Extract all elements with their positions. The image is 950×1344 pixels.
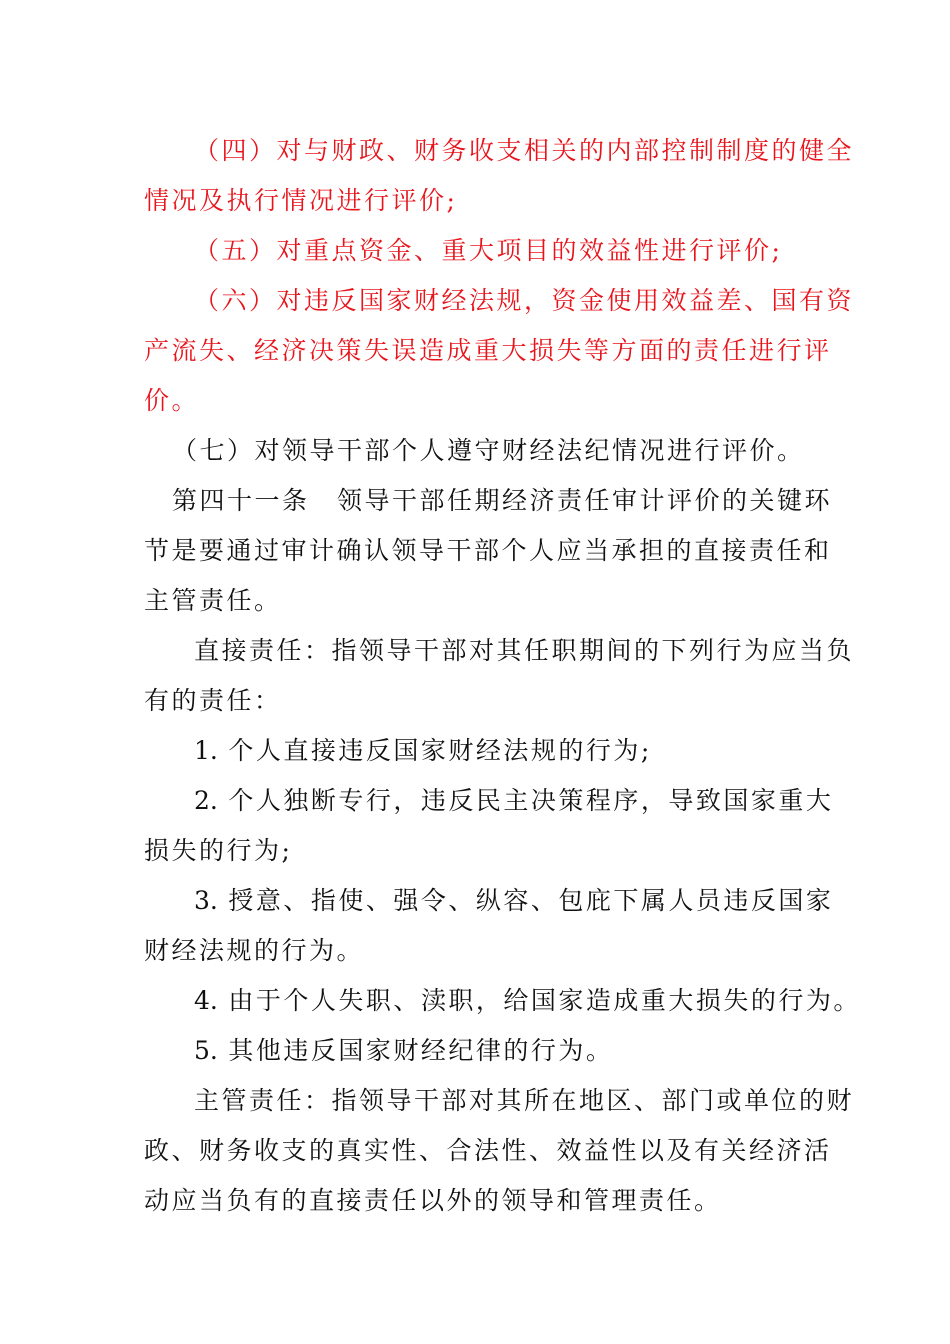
list-item-3	[194, 884, 833, 918]
item6-line2: 产流失、经济决策失误造成重大损失等方面的责任进行评	[144, 336, 832, 365]
list-text: 个人直接违反国家财经法规的行为;	[228, 736, 652, 765]
list-text: 授意、指使、强令、纵容、包庇下属人员违反国家	[228, 886, 834, 915]
item4-line1: （四）对与财政、财务收支相关的内部控制制度的健全	[194, 136, 855, 165]
article41-line2: 节是要通过审计确认领导干部个人应当承担的直接责任和	[144, 536, 832, 565]
managerial-responsibility-line3: 动应当负有的直接责任以外的领导和管理责任。	[144, 1186, 722, 1215]
item6-line3: 价。	[144, 386, 200, 415]
list-number: 1.	[194, 736, 218, 765]
managerial-responsibility-line2: 政、财务收支的真实性、合法性、效益性以及有关经济活	[144, 1136, 832, 1165]
item5-line: （五）对重点资金、重大项目的效益性进行评价;	[194, 236, 783, 265]
list-item-5	[194, 1034, 613, 1068]
item6-line1: （六）对违反国家财经法规，资金使用效益差、国有资	[194, 286, 855, 315]
list-text: 其他违反国家财经纪律的行为。	[228, 1036, 614, 1065]
item7-line: （七）对领导干部个人遵守财经法纪情况进行评价。	[172, 436, 805, 465]
list-item-2-continued: 损失的行为;	[144, 836, 293, 865]
direct-responsibility-line2: 有的责任：	[144, 686, 282, 715]
list-text: 个人独断专行，违反民主决策程序，导致国家重大	[228, 786, 834, 815]
list-item-2	[194, 784, 833, 818]
managerial-responsibility-line1: 主管责任：指领导干部对其所在地区、部门或单位的财	[194, 1086, 855, 1115]
article41-line3: 主管责任。	[144, 586, 282, 615]
list-number: 5.	[194, 1036, 218, 1065]
list-number: 4.	[194, 986, 218, 1015]
article41-line1: 第四十一条 领导干部任期经济责任审计评价的关键环	[172, 486, 833, 515]
direct-responsibility-line1: 直接责任：指领导干部对其任职期间的下列行为应当负	[194, 636, 855, 665]
list-item-4	[194, 984, 861, 1018]
list-item-1	[194, 734, 652, 768]
list-number: 2.	[194, 786, 218, 815]
list-text: 由于个人失职、渎职，给国家造成重大损失的行为。	[228, 986, 861, 1015]
list-item-3-continued: 财经法规的行为。	[144, 936, 365, 965]
list-number: 3.	[194, 886, 218, 915]
item4-line2: 情况及执行情况进行评价;	[144, 186, 458, 215]
